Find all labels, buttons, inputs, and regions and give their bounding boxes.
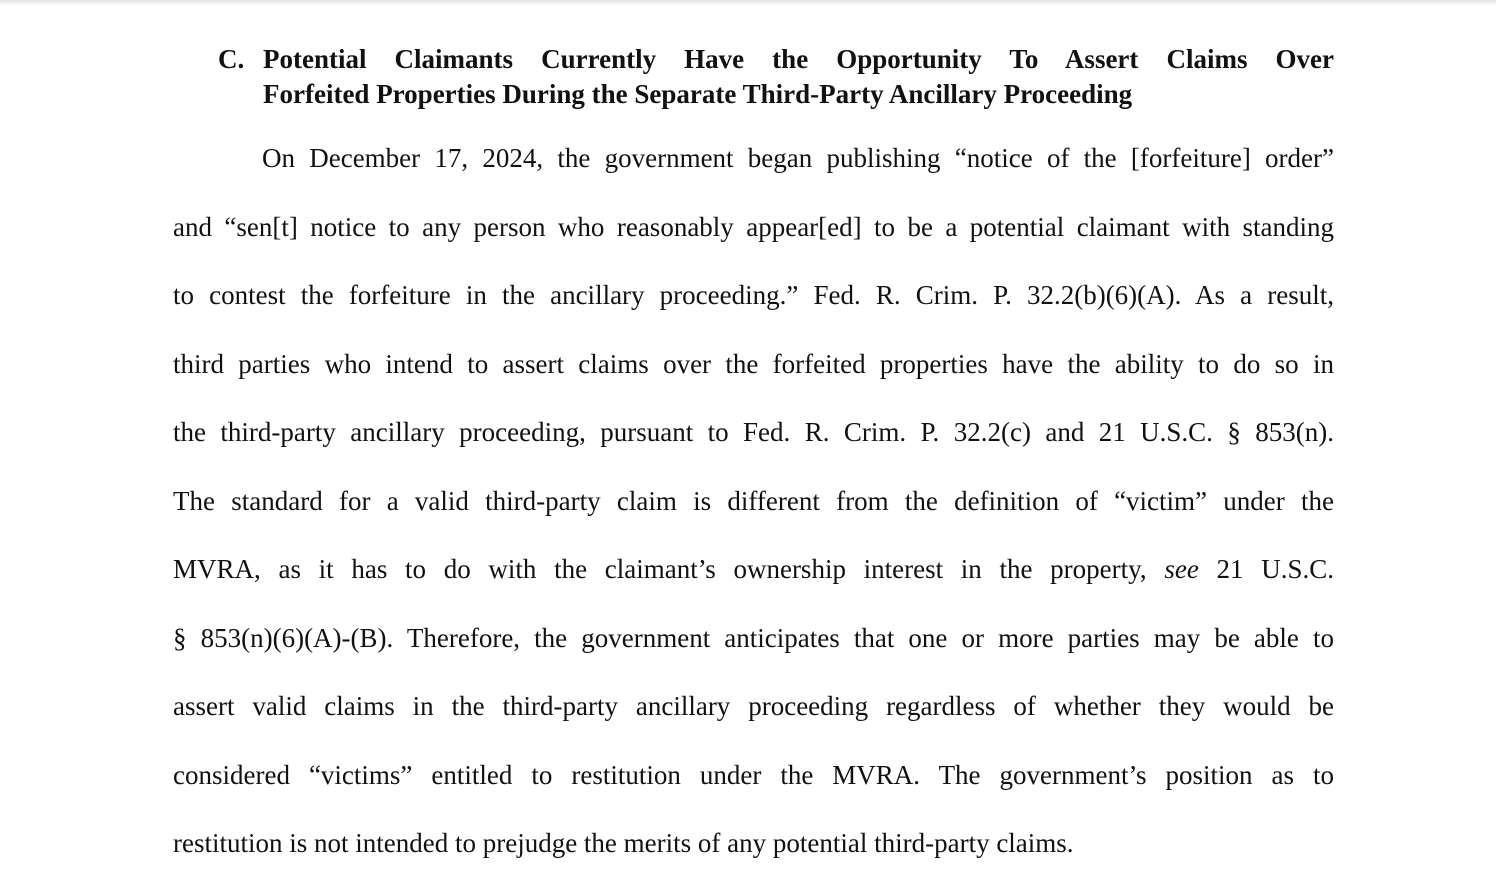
section-letter: C. <box>218 44 245 74</box>
section-heading-text <box>263 42 1334 112</box>
citation-signal-see: see <box>1164 554 1199 584</box>
paragraph-line-2: and “sen[t] notice to any person who reasonably appear[ed] to be a potential claimant with standing <box>173 211 1334 242</box>
paragraph-line-1: On December 17, 2024, the government began publishing “notice of the [forfeiture] order” <box>262 143 1334 173</box>
paragraph-line-8: § 853(n)(6)(A)-(B). Therefore, the government anticipates that one or more parties may be able to <box>173 622 1334 653</box>
line-7-text-before-citation-signal: MVRA, as it has to do with the claimant’s ownership interest in the property, <box>173 554 1147 584</box>
paragraph-line-6: The standard for a valid third-party claim is different from the definition of “victim” under the <box>173 485 1334 516</box>
paragraph-line-9: assert valid claims in the third-party ancillary proceeding regardless of whether they would be <box>173 691 1334 721</box>
paragraph-line-7 <box>173 535 1334 604</box>
paragraph-line-5: the third-party ancillary proceeding, pursuant to Fed. R. Crim. P. 32.2(c) and 21 U.S.C. § 853(n). <box>173 417 1334 447</box>
paragraph-line-3: to contest the forfeiture in the ancillary proceeding.” Fed. R. Crim. P. 32.2(b)(6)(A). As a result, <box>173 280 1334 310</box>
section-heading-line-1: Potential Claimants Currently Have the Opportunity To Assert Claims Over <box>263 44 1334 74</box>
paragraph-line-10: considered “victims” entitled to restitution under the MVRA. The government’s position as to <box>173 759 1334 790</box>
section-heading <box>218 42 1334 112</box>
top-edge-shadow <box>0 0 1496 6</box>
paragraph-line-11: restitution is not intended to prejudge the merits of any potential third-party claims. <box>173 828 1074 858</box>
paragraph-line-4: third parties who intend to assert claims over the forfeited properties have the ability to do so in <box>173 348 1334 379</box>
section-heading-line-2: Forfeited Properties During the Separate Third-Party Ancillary Proceeding <box>263 79 1133 109</box>
line-7-text-after-citation-signal: 21 U.S.C. <box>1216 554 1335 584</box>
body-paragraph <box>173 124 1334 878</box>
